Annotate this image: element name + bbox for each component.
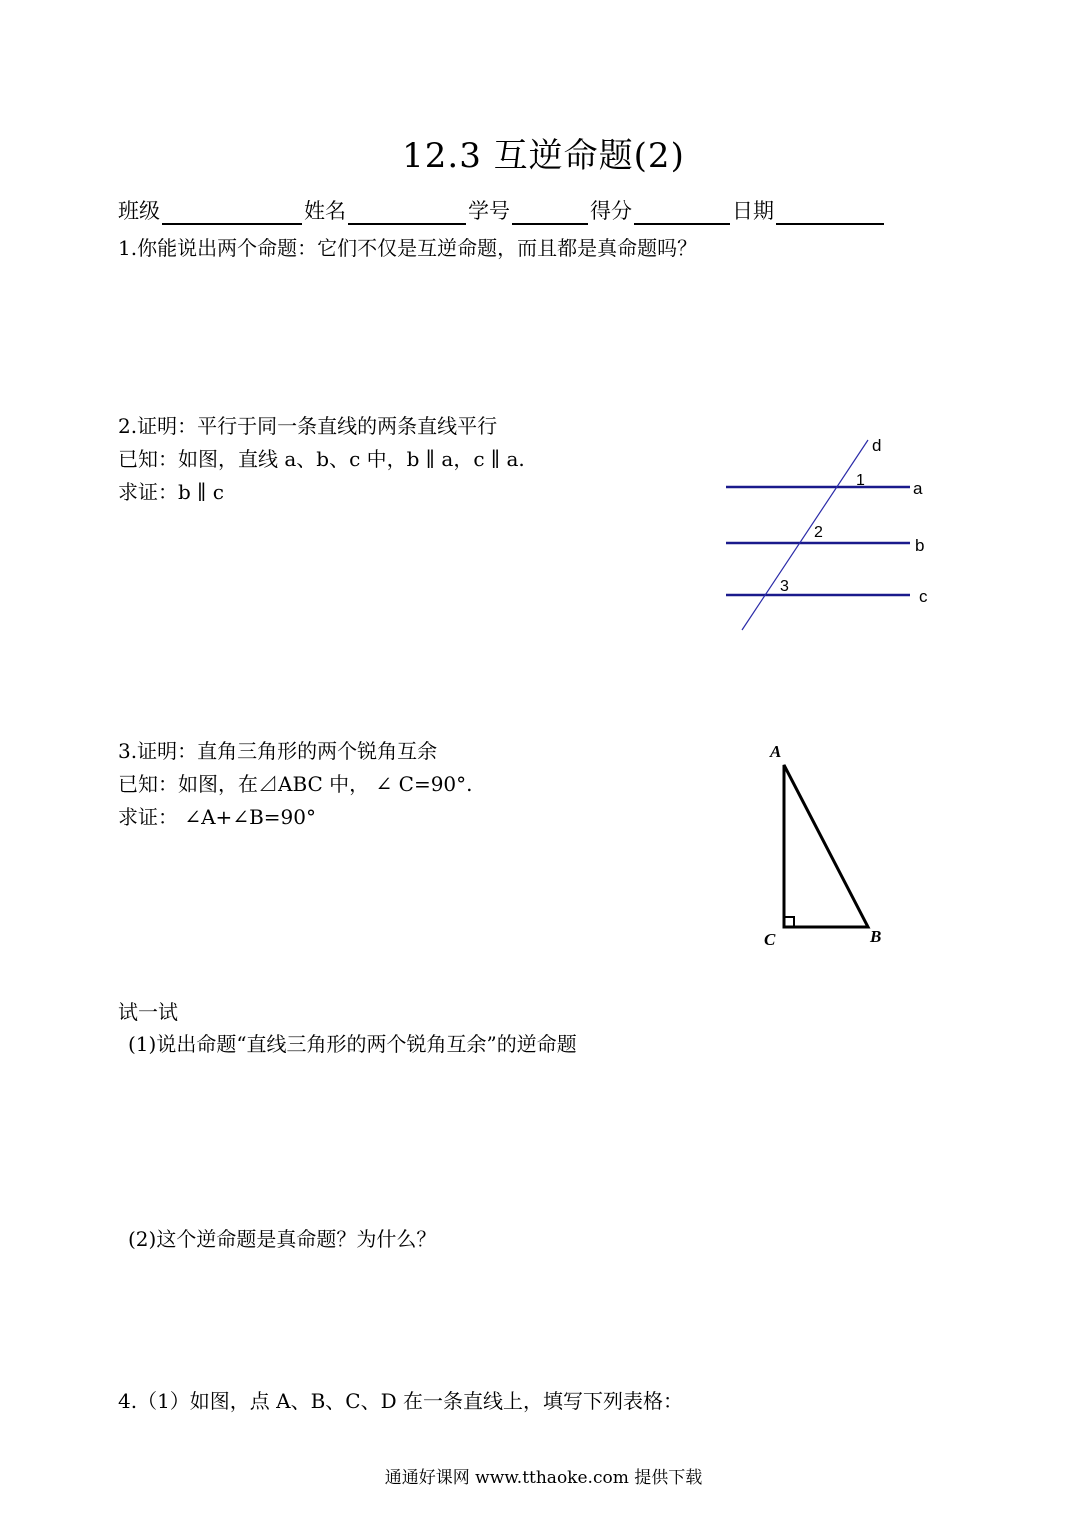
angle-2-label: 2 (814, 524, 823, 541)
angle-3-label: 3 (780, 578, 789, 595)
question-4: 4.（1）如图，点 A、B、C、D 在一条直线上，填写下列表格： (118, 1389, 683, 1413)
question-3-given: 已知：如图，在⊿ABC 中， ∠ C=90°. (118, 772, 473, 796)
name-label: 姓名 (304, 199, 346, 223)
label-b: b (915, 536, 925, 555)
question-1: 1.你能说出两个命题：它们不仅是互逆命题，而且都是真命题吗？ (118, 236, 698, 260)
vertex-a-label: A (770, 742, 782, 761)
name-blank[interactable] (348, 201, 466, 225)
angle-1-label: 1 (856, 472, 865, 489)
try-part-2: (2)这个逆命题是真命题？为什么？ (128, 1227, 437, 1251)
score-blank[interactable] (634, 201, 730, 225)
footer-credit: 通通好课网 www.tthaoke.com 提供下载 (384, 1468, 703, 1488)
student-no-label: 学号 (468, 199, 510, 223)
try-part-1: (1)说出命题“直线三角形的两个锐角互余”的逆命题 (128, 1032, 577, 1056)
vertex-b-label: B (870, 927, 882, 946)
question-2-given: 已知：如图，直线 a、b、c 中，b ∥ a，c ∥ a. (118, 447, 525, 471)
parallel-lines-figure (700, 425, 960, 645)
page-title: 12.3 互逆命题(2) (402, 136, 685, 176)
class-label: 班级 (118, 199, 160, 223)
label-d: d (872, 436, 882, 455)
transversal-d (742, 440, 868, 630)
triangle-abc (784, 765, 868, 927)
right-triangle-figure (750, 735, 900, 955)
question-2-heading: 2.证明：平行于同一条直线的两条直线平行 (118, 414, 498, 438)
question-2-prove: 求证：b ∥ c (118, 480, 224, 504)
label-c: c (919, 587, 928, 606)
date-label: 日期 (732, 199, 774, 223)
try-heading: 试一试 (118, 1000, 178, 1024)
date-blank[interactable] (776, 201, 884, 225)
class-blank[interactable] (162, 201, 302, 225)
question-3-prove: 求证： ∠A+∠B=90° (118, 805, 316, 829)
student-no-blank[interactable] (512, 201, 588, 225)
label-a: a (913, 479, 923, 498)
question-3-heading: 3.证明：直角三角形的两个锐角互余 (118, 739, 438, 763)
score-label: 得分 (590, 199, 632, 223)
student-info-row (118, 195, 886, 225)
vertex-c-label: C (764, 930, 776, 949)
